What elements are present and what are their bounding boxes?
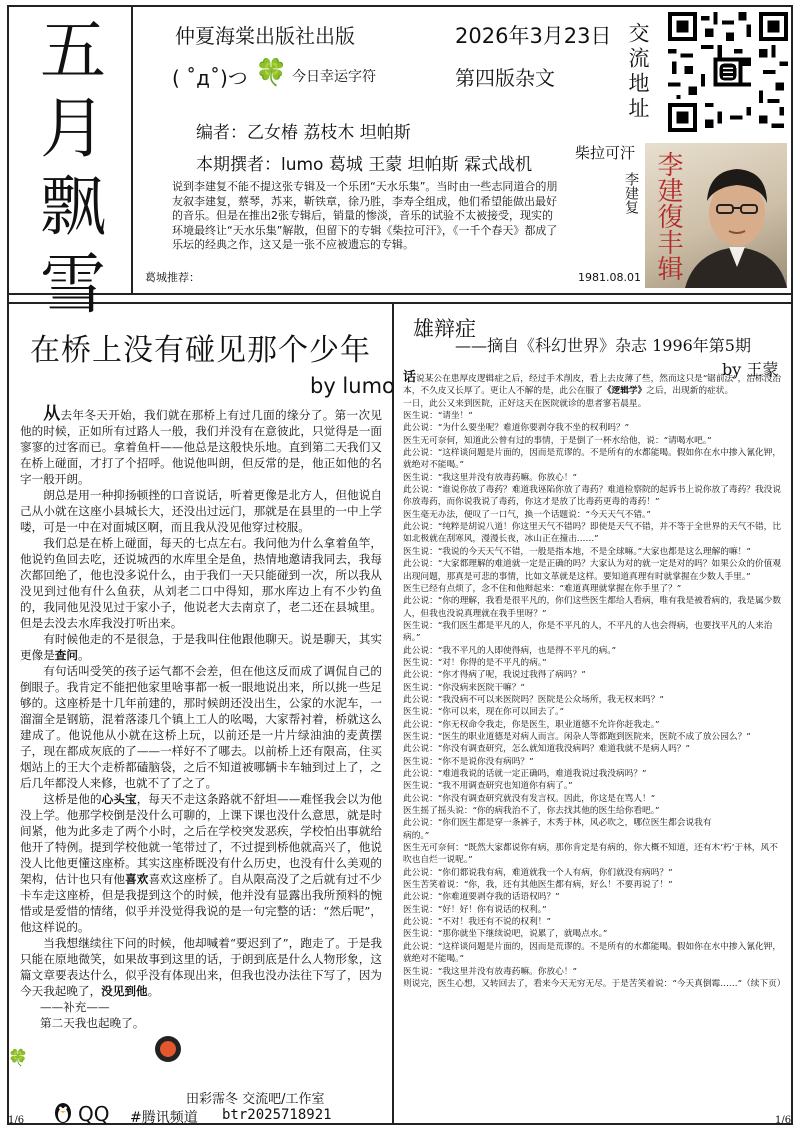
dialogue-line: 医生说：“那你就坐下继续说吧，说累了，就喝点水。” <box>403 929 608 940</box>
dialogue-line: 医生说：“我这里并没有放毒药嘛。你放心！” <box>403 472 577 483</box>
editors-line: 编者：乙女椿 荔枝木 坦帕斯 <box>196 123 411 143</box>
dialogue-line: 医生说：“我不用调查研究也知道你有病了。” <box>403 781 573 792</box>
masthead-char: 五 <box>40 12 106 89</box>
dialogue-line: 此公说：“你的理解，我看是很平凡的，你们这些医生都给人看病，唯有我是被看病的，我是属少数人，但我也没说真理就在我手里呀？” <box>403 596 782 619</box>
dialogue-line: 医生说：“好！好！你有说话的权利。” <box>403 904 547 915</box>
clover-icon: 🍀 <box>8 1048 28 1067</box>
dialogue-line: 医生苦笑着说：“你，我，还有其他医生都有病，好么！不要再说了！” <box>403 880 673 891</box>
album-recommendation: 说到李建复不能不提这张专辑及一个乐团“天水乐集”。当时由一些志同道合的朋友叙李建复，蔡琴，苏来，靳铁章，徐乃胜，李寿全组成，他们希望能做出最好的音乐。但是在推出2张专辑后，销量的惨淡，音乐的试验不太被接受，现实的环境最终让“天水乐集”解散，但留下的专辑《柴拉可汗》，《一千个春天》都成了乐坛的经典之作，这又是一张不应被遗忘的专辑。 <box>172 180 558 252</box>
dialogue-line: 医生说：“你可以来，现在你可以回去了。” <box>403 707 564 718</box>
dialogue-line: 此公说：“我不平凡的人即使得病，也是得不平凡的病。” <box>403 645 617 656</box>
supplement-text: 第二天我也起晚了。 <box>40 1016 145 1030</box>
album-name: 柴拉可汗 <box>575 144 636 162</box>
paragraph: 有句话叫受笑的孩子运气都不会差，但在他这反而成了调侃自己的倒眼子。我肯定不能把他家里啥事都一板一眼地说出来，所以挑一些足够的。这座桥是十几年前建的，那时候朗还没出生，公家的水泥车，一溜溜全是钢筋，混着落漆几个镇上工人的吆喝，大家帮衬着，桥就这么建成了。他说他从小就在这桥上玩，以前还是一片片绿油油的麦黄摆子，现在都成灰底的了——一样好不了哪去。以前桥上还有限高，住买烟站上的王大个走桥都磕脑袋，之后不知道被哪辆卡车轴到过上了，之后几年都没人来修，也就不了了之了。 <box>20 664 382 790</box>
issue-date: 2026年3月23日 <box>455 24 612 48</box>
dialogue-lines <box>403 398 786 991</box>
supplement-heading: ——补充—— <box>40 1000 110 1014</box>
dialogue-line: 一日，此公又来到医院，正好这天在医院就诊的患者寥若晨星。 <box>403 398 647 409</box>
dialogue-line: 此公说：“纯粹是胡说八道！你这里天气不错吗？即使是天气不错，并不等于全世界的天气不错，比如北极就在刮寒风，漫漫长夜，冰山正在撞击……” <box>403 522 782 545</box>
album-release-date: 1981.08.01 <box>578 271 641 284</box>
dialogue-line: 此公说：“你无权命令我走，你是医生，职业道德不允许你赶我走。” <box>403 719 660 730</box>
lucky-character-label: 今日幸运字符 <box>292 69 376 85</box>
dialogue-line: 病的。” <box>403 830 430 841</box>
album-cover-portrait <box>645 143 787 288</box>
dialogue-line: 此公说：“这样谈问题是片面的，因而是荒谬的。不是所有的水都能喝。假如你在水中掺入氰化钾，就绝对不能喝。” <box>403 448 782 471</box>
paragraph: 我们总是在桥上碰面，每天的七点左右。我问他为什么拿着鱼竿，他说钓鱼回去吃，还说城西的水库里全是鱼，热情地邀请我同去，我每次都回绝了，他也没多说什么，由于我们一天只能碰到一次，所以我从没见到过他有什么鱼获，从刘老二口中得知，那水库边上有不少钓鱼的，我同他见没见过于家小子，他说老大去南京了，老二还在县城里。但是去没去水库我没打听出来。 <box>20 536 382 630</box>
album-cover-image <box>645 143 787 288</box>
right-article-source: ——摘自《科幻世界》杂志 1996年第5期 <box>455 336 751 355</box>
right-article-title: 雄辩症 <box>413 317 476 341</box>
dialogue-line: 医生说：“我这里并没有放毒药嘛。你放心！” <box>403 966 577 977</box>
paragraph: 这桥是他的心头宝，每天不走这条路就不舒坦——难怪我会以为他没上学。他那学校倒是没什么可聊的，上课下课也没什么意思，就是时间紧，他为此多走了两个小时，之后在学校突发恶疾，学校怕出事就给他开了特例。提到学校他就一笔带过了，不过提到桥他就高兴了，他说没人比他更懂这座桥。其实这座桥既没有什么历史，也没有什么美观的架构，估计也只有他喜欢喜欢这座桥了。自从限高没了之后就有过不少卡车走这座桥，但是我提到这个的时候，他并没有显露出我所预料的惋惜或是爱惜的情绪，似乎并没觉得我说的是一句完整的话：“然后呢”，他这样说的。 <box>20 792 382 934</box>
dialogue-line: 此公说：“我没病不可以来医院吗？医院是公众场所，我无权来吗？” <box>403 694 664 705</box>
paragraph: 当我想继续往下问的时候，他却喊着“要迟到了”，跑走了。于是我只能在原地微笑，如果故事到这里的话，于朗到底是什么人物形象，这篇文章要表达什么，似乎没有体现出来，但我也没办法往下写了，因为今天我起晚了，没见到他。 <box>20 936 382 998</box>
paragraph: 朗总是用一种抑扬顿挫的口音说话，听着更像是北方人，但他说自己从小就在这座小县城长大，还没出过远门，那就是在县里的一中上学喽，可是一中在对面城区啊，而且我从没见他穿过校服。 <box>20 488 382 534</box>
dialogue-line: 医生说：“你没病来医院干嘛？” <box>403 682 525 693</box>
dialogue-line: 医生说：“我说的今天天气不错，一般是指本地，不是全球嘛。”大家也都是这么理解的嘛！” <box>403 546 751 557</box>
recommender-label: 葛城推荐： <box>145 271 200 284</box>
qr-code[interactable] <box>668 12 788 132</box>
dialogue-line: 医生无可奈何，知道此公曾有过的事情，于是倒了一杯水给他，说：“请喝水吧。” <box>403 435 712 446</box>
right-article-body <box>403 370 786 990</box>
dialogue-line: 医生说：“对！你得的是不平凡的病。” <box>403 657 547 668</box>
qq-label: QQ <box>78 1102 110 1126</box>
dialogue-line: 此公说：“你们医生都是穿一条裤子，木秀于林，风必吹之，哪位医生都会说我有 <box>403 818 712 829</box>
paragraph: 话说某公在患厚皮逻辑症之后，经过手术削皮，看上去皮薄了些，然而这只是“锯前法”，治标没治本，不久皮又长厚了。更让人不解的是，此公在服了《逻辑学》之后，出现新的症状。 <box>403 370 782 397</box>
edition-label: 第四版杂文 <box>455 66 555 90</box>
channel-id[interactable]: btr2025718921 <box>222 1107 332 1123</box>
masthead-char: 月 <box>40 90 106 167</box>
taiko-drum-icon <box>155 1036 181 1062</box>
dialogue-line: 医生说：“请坐！” <box>403 411 473 422</box>
dialogue-line: 医生说：“医生的职业道德是对病人而言。闲杂人等都跑到医院来，医院不成了放公园么？” <box>403 731 751 742</box>
right-article-author: by 王蒙 <box>722 360 779 379</box>
dialogue-line: 医生无可奈何：“既然大家都说你有病，那你肯定是有病的，你大概不知道，还有木‘朽’于林，风不吹也自烂一说呢。” <box>403 843 778 866</box>
column-divider <box>392 302 394 1125</box>
dialogue-line: 此公说：“为什么要坐呢？难道你要剥夺我不坐的权利吗？” <box>403 423 630 434</box>
studio-label: 田彩霈冬 交流吧/工作室 <box>186 1092 325 1107</box>
header-bottom-rule <box>7 293 793 295</box>
left-article-body <box>20 406 382 1031</box>
dialogue-line: 此公说：“你才得病了呢，我说过我得了病吗？” <box>403 670 586 681</box>
left-article-title: 在桥上没有碰见那个少年 <box>30 333 371 368</box>
header-bottom-rule-2 <box>7 302 793 304</box>
dialogue-line: 此公说：“你难道要剥夺我的话语权吗？” <box>403 892 560 903</box>
album-artist: 李建复 <box>623 172 639 214</box>
writers-line: 本期撰者：lumo 葛城 王蒙 坦帕斯 霖式战机 <box>196 155 533 175</box>
paragraph: 去年冬天开始，我们就在那桥上有过几面的缘分了。第一次见他的时候，正如所有过路人一般，我们并没有在意彼此，只觉得是一面寥寥的过客而已。拿着鱼杆——他总是这般快乐地。直到第二天我们又在桥上碰面，才打了个招呼。他说他叫朗，但反常的是，他正如他的名字一般开朗。 <box>20 408 382 486</box>
album-cover-title: 李建復丰辑 <box>653 151 683 281</box>
dialogue-line: 医生摇了摇头说：“你的病我治不了，你去找其他的医生给你看吧。” <box>403 806 660 817</box>
kaomoji: ( ˚д˚)つ <box>172 66 248 90</box>
masthead-divider <box>131 5 133 295</box>
dialogue-line: 此公说：“你们都说我有病，难道就我一个人有病，你们就没有病吗？” <box>403 867 673 878</box>
paragraph: 有时候他走的不是很急，于是我叫住他跟他聊天。说是聊天，其实更像是查问。 <box>20 632 382 662</box>
qq-penguin-icon <box>52 1100 74 1129</box>
page-number-right: 1/6 <box>775 1115 792 1126</box>
dialogue-line: 医生说：“我们医生都是平凡的人，你是不平凡的人，不平凡的人也会得病，也要找平凡的人来治病。” <box>403 620 773 644</box>
dialogue-line: 此公说：“你没有调查研究，怎么就知道我没病吗？难道我就不是病人吗？” <box>403 744 690 755</box>
dialogue-line: 则说完，医生心想，又转回去了，看来今天无穷无尽。于是苦笑着说：“今天真倒霉……”（续下页） <box>403 978 786 989</box>
dialogue-line: 医生说：“你不是说你没有病吗？” <box>403 756 534 767</box>
dialogue-line: 此公说：“这样谈问题是片面的，因而是荒谬的。不是所有的水都能喝。假如你在水中掺入氰化钾，就绝对不能喝。” <box>403 941 782 965</box>
page-number-left: 1/6 <box>8 1115 25 1126</box>
dialogue-line: 此公说：“你没有调查研究就没有发言权。因此，你这是在骂人！” <box>403 793 656 804</box>
contact-label: 交流地址 <box>626 22 650 122</box>
channel-hashtag[interactable]: #腾讯频道 <box>130 1110 198 1126</box>
clover-icon: 🍀 <box>255 58 288 88</box>
masthead-title <box>28 12 118 324</box>
publisher: 仲夏海棠出版社出版 <box>175 24 355 48</box>
masthead-char: 飘 <box>40 168 106 245</box>
dialogue-line: 此公说：“谁说你放了毒药？难道我诬陷你放了毒药？难道检察院的起诉书上说你放了毒药？我没说你放毒药，而你说我说了毒药，你这才是放了比毒药更毒的毒药！” <box>403 485 782 508</box>
drop-cap: 从 <box>43 404 61 424</box>
dialogue-line: 此公说：“不对！我还有不说的权利！” <box>403 917 551 928</box>
dialogue-line: 此公说：“大家都理解的难道就一定是正确的吗？大家认为对的就一定是对的吗？如果公众的价值观出现问题，那真是可悲的事情，比如文革就是这样。要知道真理有时就掌握在少数人手里。” <box>403 559 782 582</box>
dialogue-line: 此公说：“难道我说的话就一定正确吗，难道我说过我没病吗？” <box>403 769 647 779</box>
masthead-char: 雪 <box>40 246 106 323</box>
left-article-author: by lumo <box>310 374 395 398</box>
dialogue-line: 医生毫无办法，便叹了一口气，换一个话题说：“今天天气不错。” <box>403 509 651 520</box>
dialogue-line: 医生已经有点烦了，念不住和他辩起来：“难道真理就掌握在你手里了？” <box>403 583 682 594</box>
